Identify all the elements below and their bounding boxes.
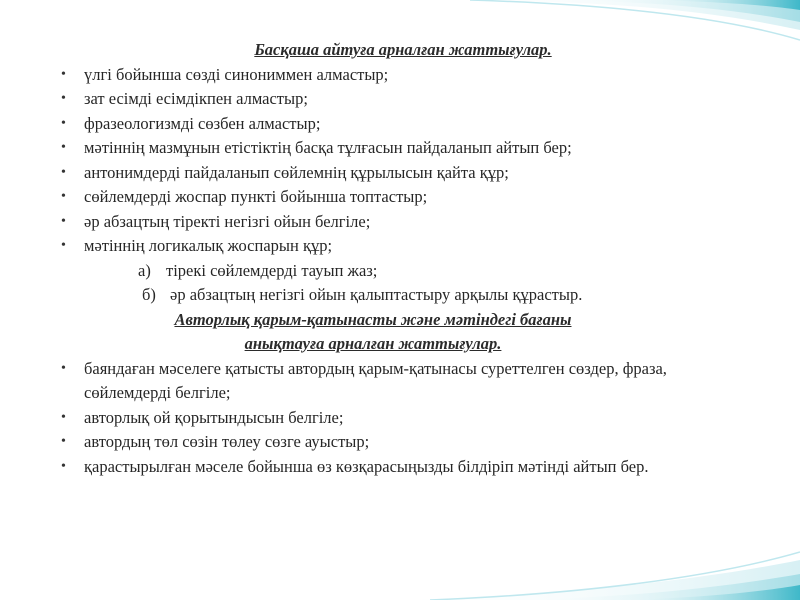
- list-item: • қарастырылған мәселе бойынша өз көзқарасыңызды білдіріп мәтінді айтып бер.: [58, 455, 688, 480]
- list-item: • мәтіннің мазмұнын етістіктің басқа тұлғасын пайдаланып айтып бер;: [58, 136, 688, 161]
- list-item: • автордың төл сөзін төлеу сөзге ауыстыр;: [58, 430, 688, 455]
- sub-item-text: әр абзацтың негізгі ойын қалыптастыру арқылы құрастыр.: [170, 285, 583, 304]
- sub-list-item: [58, 259, 688, 284]
- list-item: • мәтіннің логикалық жоспарын құр;: [58, 234, 688, 259]
- sub-item-text: тірекі сөйлемдерді тауып жаз;: [166, 260, 378, 280]
- section1-list: [58, 63, 688, 308]
- list-item: • зат есімді есімдікпен алмастыр;: [58, 87, 688, 112]
- sub-list-item: [58, 283, 688, 308]
- list-item: • әр абзацтың тіректі негізгі ойын белгіле;: [58, 210, 688, 235]
- list-item: • баяндаған мәселеге қатысты автордың қарым-қатынасы суреттелген сөздер, фраза, сөйлемдерді белгіле;: [58, 357, 688, 406]
- slide-content: [58, 38, 688, 479]
- list-item: • сөйлемдерді жоспар пункті бойынша топтастыр;: [58, 185, 688, 210]
- sub-item-marker: а): [138, 260, 151, 280]
- list-item: • фразеологизмді сөзбен алмастыр;: [58, 112, 688, 137]
- section2-list: [58, 357, 688, 480]
- list-item: • авторлық ой қорытындысын белгіле;: [58, 406, 688, 431]
- list-item: • антонимдерді пайдаланып сөйлемнің құрылысын қайта құр;: [58, 161, 688, 186]
- list-item: • үлгі бойынша сөзді синониммен алмастыр;: [58, 63, 688, 88]
- section1-heading: Басқаша айтуға арналған жаттығулар.: [254, 40, 552, 59]
- section2-heading-line2: анықтауға арналған жаттығулар.: [244, 334, 502, 353]
- section2-heading-line1: Авторлық қарым-қатынасты және мәтіндегі бағаны: [174, 309, 572, 329]
- sub-item-marker: б): [142, 285, 156, 304]
